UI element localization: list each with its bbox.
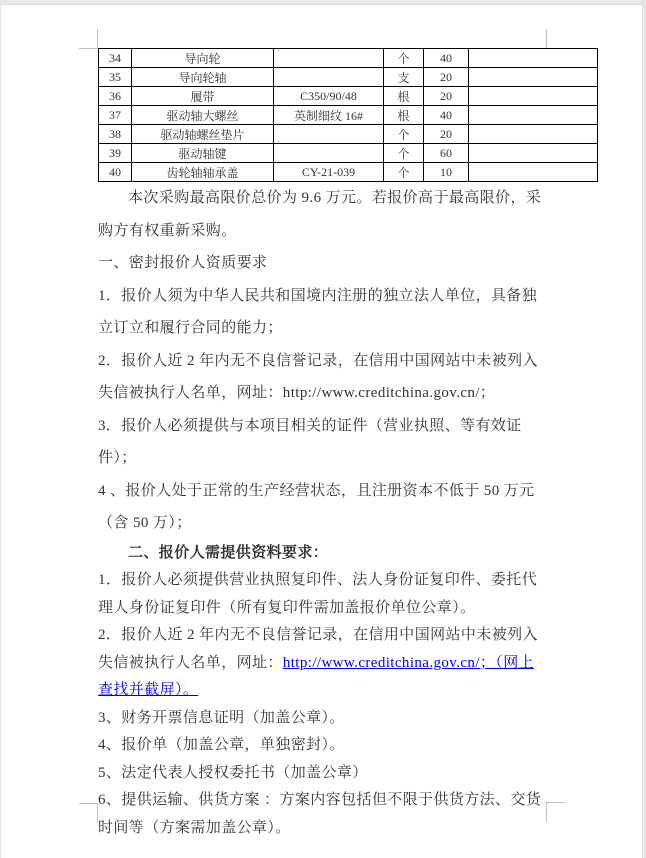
page-top-edge [0, 0, 646, 5]
cell-spec: 英制细纹 16# [274, 106, 384, 125]
page-left-edge [0, 0, 1, 858]
cell-name: 导向轮 [132, 49, 274, 68]
cell-remark [469, 163, 598, 182]
cell-spec [274, 49, 384, 68]
cell-name: 驱动轴大螺丝 [132, 106, 274, 125]
margin-mark-top-right-icon [546, 29, 565, 49]
cell-remark [469, 68, 598, 87]
section1-item-2: 2．报价人近 2 年内无不良信誉记录，在信用中国网站中未被列入失信被执行人名单，网址：http://www.creditchina.gov.cn/； [98, 352, 538, 401]
margin-mark-bottom-left-icon [79, 803, 98, 823]
cell-no: 34 [99, 49, 132, 68]
table-row [99, 106, 598, 125]
section2-item-5: 5、法定代表人授权委托书（加盖公章） [98, 764, 368, 781]
section2-item-6: 6、提供运输、供货方案 ：方案内容包括但不限于供货方法、交货时间等（方案需加盖公章）。 [98, 792, 542, 836]
table-row [99, 87, 598, 106]
cell-remark [469, 49, 598, 68]
cell-unit: 根 [384, 106, 424, 125]
cell-qty: 10 [424, 163, 469, 182]
cell-unit: 个 [384, 144, 424, 163]
cell-name: 驱动轴螺丝垫片 [132, 125, 274, 144]
section2-item-4: 4、报价单（加盖公章，单独密封）。 [98, 737, 345, 753]
cell-no: 40 [99, 163, 132, 182]
document-body [98, 48, 548, 842]
cell-name: 驱动轴键 [132, 144, 274, 163]
cell-unit: 个 [384, 163, 424, 182]
parts-table [98, 48, 598, 182]
section2-item-1: 1．报价人必须提供营业执照复印件、法人身份证复印件、委托代理人身份证复印件（所有复印件需加盖报价单位公章）。 [98, 572, 538, 616]
creditchina-link[interactable]: http://www.creditchina.gov.cn/；（网上查找并截屏）。 [98, 654, 535, 698]
cell-remark [469, 144, 598, 163]
cell-remark [469, 106, 598, 125]
cell-qty: 40 [424, 106, 469, 125]
section1-item-4: 4 、报价人处于正常的生产经营状态，且注册资本不低于 50 万元（含 50 万）； [98, 482, 535, 531]
section2-item-2 [98, 622, 548, 705]
table-row [99, 125, 598, 144]
cell-name: 齿轮轴轴承盖 [132, 163, 274, 182]
margin-mark-bottom-right-icon [546, 802, 565, 822]
cell-qty: 60 [424, 144, 469, 163]
cell-unit: 个 [384, 49, 424, 68]
cell-qty: 20 [424, 68, 469, 87]
cell-qty: 40 [424, 49, 469, 68]
cell-unit: 个 [384, 125, 424, 144]
cell-spec: C350/90/48 [274, 87, 384, 106]
cell-remark [469, 125, 598, 144]
section2-heading: 二、报价人需提供资料要求： [128, 544, 329, 561]
table-row [99, 49, 598, 68]
max-price-paragraph: 本次采购最高限价总价为 9.6 万元。若报价高于最高限价，采购方有权重新采购。 [98, 190, 542, 239]
cell-unit: 支 [384, 68, 424, 87]
cell-no: 38 [99, 125, 132, 144]
cell-name: 导向轮轴 [132, 68, 274, 87]
cell-spec [274, 125, 384, 144]
margin-mark-top-left-icon [79, 29, 98, 49]
cell-spec [274, 144, 384, 163]
section-price-and-qualifications [98, 182, 548, 540]
cell-qty: 20 [424, 87, 469, 106]
section2-item-2-text: 2．报价人近 2 年内无不良信誉记录，在信用中国网站中未被列入失信被执行人名单，网址： [98, 627, 538, 671]
cell-spec [274, 68, 384, 87]
section1-heading: 一、密封报价人资质要求 [98, 255, 268, 271]
cell-name: 履带 [132, 87, 274, 106]
cell-remark [469, 87, 598, 106]
table-row [99, 68, 598, 87]
cell-no: 39 [99, 144, 132, 163]
cell-spec: CY-21-039 [274, 163, 384, 182]
section2-item-3: 3、财务开票信息证明（加盖公章）。 [98, 709, 345, 726]
cell-no: 37 [99, 106, 132, 125]
table-row [99, 144, 598, 163]
section1-item-3: 3．报价人必须提供与本项目相关的证件（营业执照、等有效证件）； [98, 417, 522, 466]
cell-no: 36 [99, 87, 132, 106]
table-row [99, 163, 598, 182]
page-right-edge [642, 0, 646, 858]
cell-unit: 根 [384, 87, 424, 106]
cell-qty: 20 [424, 125, 469, 144]
section-required-materials [98, 540, 548, 843]
section1-item-1: 1．报价人须为中华人民共和国境内注册的独立法人单位，具备独立订立和履行合同的能力； [98, 287, 538, 336]
cell-no: 35 [99, 68, 132, 87]
